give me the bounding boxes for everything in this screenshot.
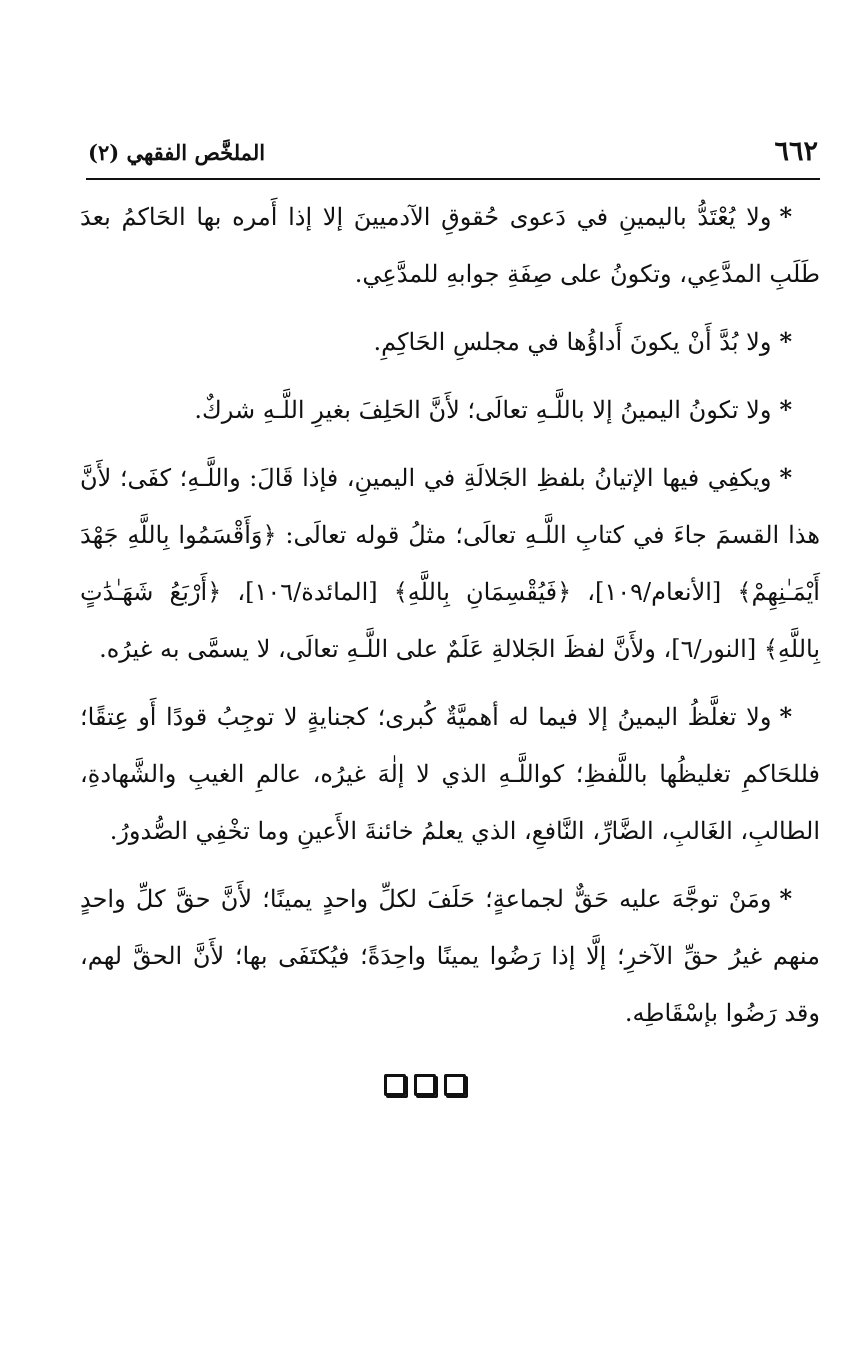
paragraph-oath-by-allah bbox=[80, 381, 820, 439]
page-header bbox=[86, 134, 820, 180]
paragraph-text: ومَنْ توجَّهَ عليه حَقٌّ لجماعةٍ؛ حَلَفَ لكلِّ واحدٍ يمينًا؛ لأَنَّ حقَّ كلِّ واحدٍ منهم غيرُ حقِّ الآخرِ؛ إلَّا إذا رَضُوا يمينًا واحِدَةً؛ فيُكتَفَى بها؛ لأَنَّ الحقَّ لهم، وقد رَضُوا بإسْقَاطِه. bbox=[80, 885, 820, 1027]
square-ornament-icon bbox=[444, 1074, 466, 1096]
bullet-star-icon: * bbox=[779, 463, 792, 492]
paragraph-text: ويكفِي فيها الإتيانُ بلفظِ الجَلالَةِ في اليمينِ، فإذا قَالَ: واللَّـهِ؛ كفَى؛ لأَنَّ هذا القسمَ جاءَ في كتابِ اللَّـهِ تعالَى؛ مثلُ قوله تعالَى: ﴿وَأَقْسَمُوا بِاللَّهِ جَهْدَ أَيْمَـٰنِهِمْ﴾ [الأنعام/١٠٩]، ﴿فَيُقْسِمَانِ بِاللَّهِ﴾ [المائدة/١٠٦]، ﴿أَرْبَعُ شَهَـٰدَٰتٍ بِاللَّهِ﴾ [النور/٦]، ولأَنَّ لفظَ الجَلالةِ عَلَمٌ على اللَّـهِ تعالَى، لا يسمَّى به غيرُه. bbox=[80, 464, 820, 663]
paragraph-text: ولا يُعْتَدُّ باليمينِ في دَعوى حُقوقِ الآدميينَ إلا إذا أَمره بها الحَاكمُ بعدَ طَلَبِ المدَّعِي، وتكونُ على صِفَةِ جوابهِ للمدَّعِي. bbox=[80, 203, 820, 288]
bullet-star-icon: * bbox=[779, 395, 792, 424]
paragraph-group-claim bbox=[80, 870, 820, 1042]
bullet-star-icon: * bbox=[779, 327, 792, 356]
paragraph-oath-in-court bbox=[80, 313, 820, 371]
paragraph-text: ولا تكونُ اليمينُ إلا باللَّـهِ تعالَى؛ لأَنَّ الحَلِفَ بغيرِ اللَّـهِ شركٌ. bbox=[194, 396, 772, 424]
page-body bbox=[80, 188, 820, 1052]
running-title: الملخَّص الفقهي (٢) bbox=[88, 140, 266, 165]
bullet-star-icon: * bbox=[779, 202, 792, 231]
paragraph-text: ولا تغلَّظُ اليمينُ إلا فيما له أهميَّةٌ كُبرى؛ كجنايةٍ لا توجِبُ قودًا أَو عِتقًا؛ فللحَاكمِ تغليظُها باللَّفظِ؛ كواللَّـهِ الذي لا إلٰهَ غيرُه، عالمِ الغيبِ والشَّهادةِ، الطالبِ، الغَالبِ، الضَّارِّ، النَّافعِ، الذي يعلمُ خائنةَ الأَعينِ وما تخْفِي الصُّدورُ. bbox=[80, 703, 820, 845]
paragraph-oath-in-claims bbox=[80, 188, 820, 303]
paragraph-divine-name bbox=[80, 449, 820, 678]
page-number: ٦٦٢ bbox=[774, 136, 818, 167]
paragraph-text: ولا بُدَّ أَنْ يكونَ أَداؤُها في مجلسِ الحَاكِمِ. bbox=[373, 328, 772, 356]
paragraph-aggravated-oath bbox=[80, 688, 820, 860]
section-end-ornament bbox=[0, 1074, 849, 1100]
square-ornament-icon bbox=[414, 1074, 436, 1096]
square-ornament-icon bbox=[384, 1074, 406, 1096]
bullet-star-icon: * bbox=[779, 884, 792, 913]
bullet-star-icon: * bbox=[779, 702, 792, 731]
